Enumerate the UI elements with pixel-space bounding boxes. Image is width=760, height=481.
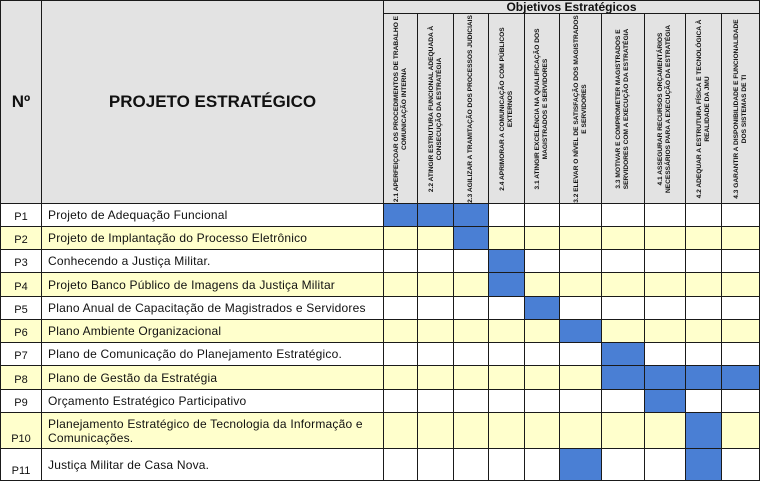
project-number: P8: [0, 366, 42, 390]
objective-empty-cell: [418, 227, 454, 250]
objective-empty-cell: [560, 297, 602, 320]
objective-empty-cell: [489, 366, 525, 390]
objective-empty-cell: [418, 343, 454, 366]
objective-mark-cell: [686, 449, 722, 481]
objective-empty-cell: [454, 320, 489, 343]
objective-empty-cell: [722, 413, 760, 449]
project-name: Orçamento Estratégico Participativo: [42, 390, 384, 413]
objective-empty-cell: [560, 343, 602, 366]
objective-empty-cell: [722, 343, 760, 366]
objective-label: 4.1 ASSEGURAR RECURSOS ORÇAMENTÁRIOS NECESSÁRIOS PARA A EXECUÇÃO DA ESTRATÉGIA: [657, 24, 672, 193]
objective-empty-cell: [384, 366, 418, 390]
objective-empty-cell: [384, 413, 418, 449]
objective-mark-cell: [418, 204, 454, 227]
objective-empty-cell: [686, 204, 722, 227]
objective-empty-cell: [384, 227, 418, 250]
objective-label: 3.1 ATINGIR EXCELÊNCIA NA QUALIFICAÇÃO DOS MAGISTRADOS E SERVIDORES: [534, 27, 549, 190]
objective-empty-cell: [722, 390, 760, 413]
objective-mark-cell: [722, 366, 760, 390]
objective-empty-cell: [418, 366, 454, 390]
objective-empty-cell: [645, 204, 686, 227]
project-number: P3: [0, 250, 42, 273]
objective-empty-cell: [525, 413, 560, 449]
project-number: P11: [0, 449, 42, 481]
objective-empty-cell: [489, 227, 525, 250]
objective-empty-cell: [525, 343, 560, 366]
objective-empty-cell: [602, 413, 645, 449]
objective-empty-cell: [722, 227, 760, 250]
objective-empty-cell: [384, 449, 418, 481]
objective-empty-cell: [454, 273, 489, 297]
project-name: Projeto Banco Público de Imagens da Justiça Militar: [42, 273, 384, 297]
objective-empty-cell: [454, 449, 489, 481]
objective-header-cell: [489, 14, 525, 204]
objective-empty-cell: [602, 297, 645, 320]
project-number: P9: [0, 390, 42, 413]
project-number: P10: [0, 413, 42, 449]
project-number: P5: [0, 297, 42, 320]
objective-empty-cell: [686, 250, 722, 273]
objective-empty-cell: [645, 250, 686, 273]
project-name: Planejamento Estratégico de Tecnologia da Informação e Comunicações.: [42, 413, 384, 449]
objective-header-cell: [454, 14, 489, 204]
objective-label: 2.3 AGILIZAR A TRAMITAÇÃO DOS PROCESSOS JUDICIAIS: [467, 14, 474, 203]
project-number: P7: [0, 343, 42, 366]
objective-mark-cell: [602, 343, 645, 366]
objective-empty-cell: [525, 250, 560, 273]
objective-empty-cell: [722, 204, 760, 227]
objective-empty-cell: [686, 227, 722, 250]
objective-empty-cell: [525, 366, 560, 390]
objective-mark-cell: [560, 320, 602, 343]
objective-label: 2.2 ATINGIR ESTRUTURA FUNCIONAL ADEQUADA À CONSECUÇÃO DA ESTRATÉGIA: [427, 25, 443, 192]
objective-empty-cell: [722, 297, 760, 320]
objective-empty-cell: [384, 273, 418, 297]
objective-mark-cell: [454, 227, 489, 250]
objective-empty-cell: [686, 297, 722, 320]
objectives-title: Objetivos Estratégicos: [506, 0, 637, 14]
objective-mark-cell: [645, 366, 686, 390]
objective-header-cell: [560, 14, 602, 204]
objective-empty-cell: [418, 413, 454, 449]
objective-empty-cell: [560, 390, 602, 413]
objective-empty-cell: [602, 204, 645, 227]
objective-empty-cell: [384, 297, 418, 320]
objective-empty-cell: [418, 273, 454, 297]
objective-mark-cell: [686, 366, 722, 390]
objectives-header: [384, 0, 760, 14]
objective-empty-cell: [560, 413, 602, 449]
objective-empty-cell: [722, 273, 760, 297]
project-name: Justiça Militar de Casa Nova.: [42, 449, 384, 481]
objective-empty-cell: [454, 413, 489, 449]
project-name: Plano de Comunicação do Planejamento Estratégico.: [42, 343, 384, 366]
objective-empty-cell: [418, 320, 454, 343]
objective-header-cell: [418, 14, 454, 204]
objective-empty-cell: [525, 390, 560, 413]
project-name: Plano de Gestão da Estratégia: [42, 366, 384, 390]
objective-empty-cell: [454, 390, 489, 413]
objective-empty-cell: [686, 390, 722, 413]
project-number: P2: [0, 227, 42, 250]
objective-empty-cell: [645, 273, 686, 297]
objective-empty-cell: [645, 227, 686, 250]
objective-empty-cell: [489, 449, 525, 481]
objective-empty-cell: [489, 320, 525, 343]
objective-empty-cell: [525, 204, 560, 227]
objective-empty-cell: [686, 320, 722, 343]
objective-mark-cell: [384, 204, 418, 227]
objective-mark-cell: [645, 390, 686, 413]
objective-empty-cell: [645, 343, 686, 366]
project-name: Plano Ambiente Organizacional: [42, 320, 384, 343]
project-number: P1: [0, 204, 42, 227]
objective-empty-cell: [560, 227, 602, 250]
objective-empty-cell: [454, 297, 489, 320]
objective-empty-cell: [645, 320, 686, 343]
objective-empty-cell: [645, 449, 686, 481]
objective-label: 2.1 APERFEIÇOAR OS PROCEDIMENTOS DE TRABALHO E COMUNICAÇÃO INTERNA: [392, 15, 408, 202]
objective-empty-cell: [454, 343, 489, 366]
objective-empty-cell: [525, 320, 560, 343]
objective-empty-cell: [418, 449, 454, 481]
project-name: Projeto de Implantação do Processo Eletrônico: [42, 227, 384, 250]
project-number: P6: [0, 320, 42, 343]
objective-header-cell: [602, 14, 645, 204]
objective-empty-cell: [686, 273, 722, 297]
objective-empty-cell: [454, 250, 489, 273]
objective-header-cell: [686, 14, 722, 204]
objective-mark-cell: [525, 297, 560, 320]
objective-empty-cell: [489, 390, 525, 413]
objective-mark-cell: [686, 413, 722, 449]
objective-empty-cell: [418, 297, 454, 320]
objective-empty-cell: [384, 343, 418, 366]
objective-mark-cell: [560, 449, 602, 481]
objective-mark-cell: [489, 250, 525, 273]
objective-mark-cell: [602, 366, 645, 390]
objective-empty-cell: [722, 250, 760, 273]
objective-empty-cell: [560, 273, 602, 297]
objective-mark-cell: [489, 273, 525, 297]
number-column-header: Nº: [0, 0, 42, 204]
objective-empty-cell: [602, 449, 645, 481]
objective-empty-cell: [384, 250, 418, 273]
objective-empty-cell: [602, 390, 645, 413]
project-name: Plano Anual de Capacitação de Magistrados e Servidores: [42, 297, 384, 320]
objective-empty-cell: [525, 227, 560, 250]
objective-empty-cell: [489, 343, 525, 366]
objective-empty-cell: [560, 204, 602, 227]
objective-empty-cell: [602, 320, 645, 343]
objective-empty-cell: [525, 273, 560, 297]
objective-empty-cell: [686, 343, 722, 366]
objective-empty-cell: [602, 273, 645, 297]
objective-empty-cell: [384, 390, 418, 413]
objective-label: 3.3 MOTIVAR E COMPROMETER MAGISTRADOS E SERVIDORES COM A EXECUÇÃO DA ESTRATÉGIA: [615, 28, 630, 189]
objective-label: 2.4 APRIMORAR A COMUNICAÇÃO COM PÚBLICOS EXTERNOS: [498, 26, 514, 191]
objective-empty-cell: [722, 449, 760, 481]
objective-empty-cell: [489, 413, 525, 449]
objective-empty-cell: [645, 413, 686, 449]
objective-empty-cell: [489, 204, 525, 227]
objective-header-cell: [722, 14, 760, 204]
objective-empty-cell: [454, 366, 489, 390]
objective-empty-cell: [602, 250, 645, 273]
objective-header-cell: [525, 14, 560, 204]
objective-empty-cell: [384, 320, 418, 343]
objective-empty-cell: [645, 297, 686, 320]
objective-empty-cell: [525, 449, 560, 481]
objective-label: 4.3 GARANTIR A DISPONIBILIDADE E FUNCIONALIDADE DOS SISTEMAS DE TI: [732, 18, 748, 199]
project-column-title: PROJETO ESTRATÉGICO: [108, 92, 317, 111]
objective-empty-cell: [722, 320, 760, 343]
project-name: Projeto de Adequação Funcional: [42, 204, 384, 227]
objective-empty-cell: [602, 227, 645, 250]
objective-mark-cell: [454, 204, 489, 227]
project-number: P4: [0, 273, 42, 297]
objective-header-cell: [384, 14, 418, 204]
objective-empty-cell: [418, 250, 454, 273]
objective-empty-cell: [489, 297, 525, 320]
objective-label: 3.2 ELEVAR O NÍVEL DE SATISFAÇÃO DOS MAGISTRADOS E SERVIDORES: [572, 14, 588, 203]
project-name: Conhecendo a Justiça Militar.: [42, 250, 384, 273]
objective-empty-cell: [560, 366, 602, 390]
project-column-header: [42, 0, 384, 204]
objective-header-cell: [645, 14, 686, 204]
objective-label: 4.2 ADEQUAR A ESTRUTURA FÍSICA E TECNOLÓGICA À REALIDADE DA JMU: [695, 19, 711, 198]
objective-empty-cell: [418, 390, 454, 413]
objective-empty-cell: [560, 250, 602, 273]
